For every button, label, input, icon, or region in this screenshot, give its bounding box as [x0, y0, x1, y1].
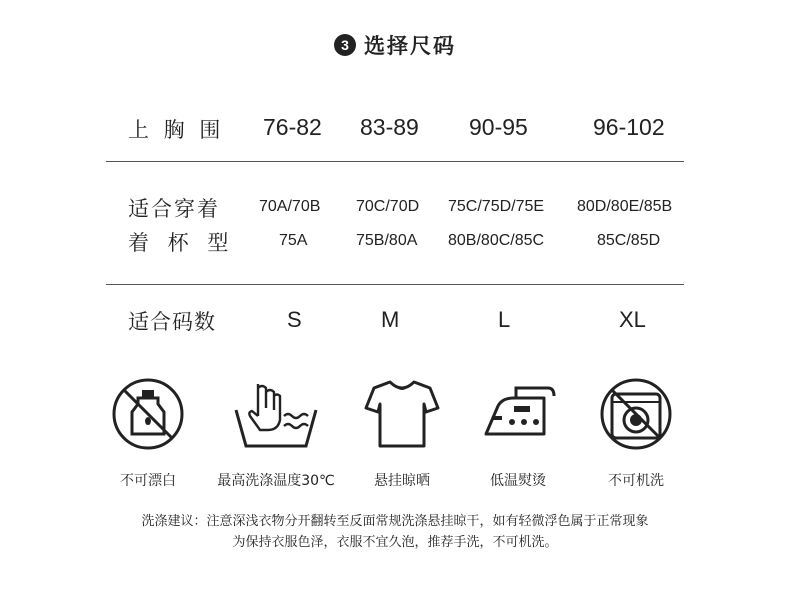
bust-row-label: 上 胸 围	[128, 118, 225, 142]
cup-row-label-line1: 适合穿着	[128, 197, 220, 221]
hand-wash-icon	[232, 376, 320, 452]
bust-value-1: 76-82	[263, 114, 322, 140]
bust-value-4: 96-102	[593, 114, 665, 140]
bust-value-3: 90-95	[469, 114, 528, 140]
cup-s-line2: 75A	[279, 232, 308, 249]
divider-2	[106, 284, 684, 285]
wash-note-line1: 洗涤建议：注意深浅衣物分开翻转至反面常规洗涤悬挂晾干，如有轻微浮色属于正常现象	[141, 514, 649, 529]
size-xl: XL	[619, 307, 646, 332]
size-l: L	[498, 307, 511, 332]
caption-no-machine-wash: 不可机洗	[608, 473, 664, 489]
title-text: 选择尺码	[364, 34, 456, 58]
bust-value-2: 83-89	[360, 114, 419, 140]
hang-dry-icon	[362, 376, 442, 452]
step-number-badge: 3	[334, 34, 356, 56]
page-title	[0, 30, 790, 60]
cup-s-line1: 70A/70B	[259, 198, 321, 215]
size-s: S	[287, 307, 302, 332]
size-m: M	[381, 307, 400, 332]
cup-xl-line2: 85C/85D	[597, 232, 661, 249]
cup-xl-line1: 80D/80E/85B	[577, 198, 673, 215]
caption-no-bleach: 不可漂白	[120, 473, 176, 489]
caption-hand-wash: 最高洗涤温度30℃	[217, 473, 335, 489]
cup-m-line1: 70C/70D	[356, 198, 420, 215]
no-machine-wash-icon	[598, 376, 674, 452]
low-iron-icon	[478, 376, 558, 452]
caption-low-iron: 低温熨烫	[490, 473, 546, 489]
cup-row-label-line2: 着 杯 型	[128, 231, 235, 255]
size-row-label: 适合码数	[128, 310, 216, 334]
cup-m-line2: 75B/80A	[356, 232, 418, 249]
wash-note-line2: 为保持衣服色泽，衣服不宜久泡，推荐手洗，不可机洗。	[232, 535, 558, 550]
no-bleach-icon	[110, 376, 186, 452]
divider-1	[106, 161, 684, 162]
cup-l-line1: 75C/75D/75E	[448, 198, 545, 215]
cup-l-line2: 80B/80C/85C	[448, 232, 545, 249]
caption-hang-dry: 悬挂晾晒	[374, 473, 430, 489]
